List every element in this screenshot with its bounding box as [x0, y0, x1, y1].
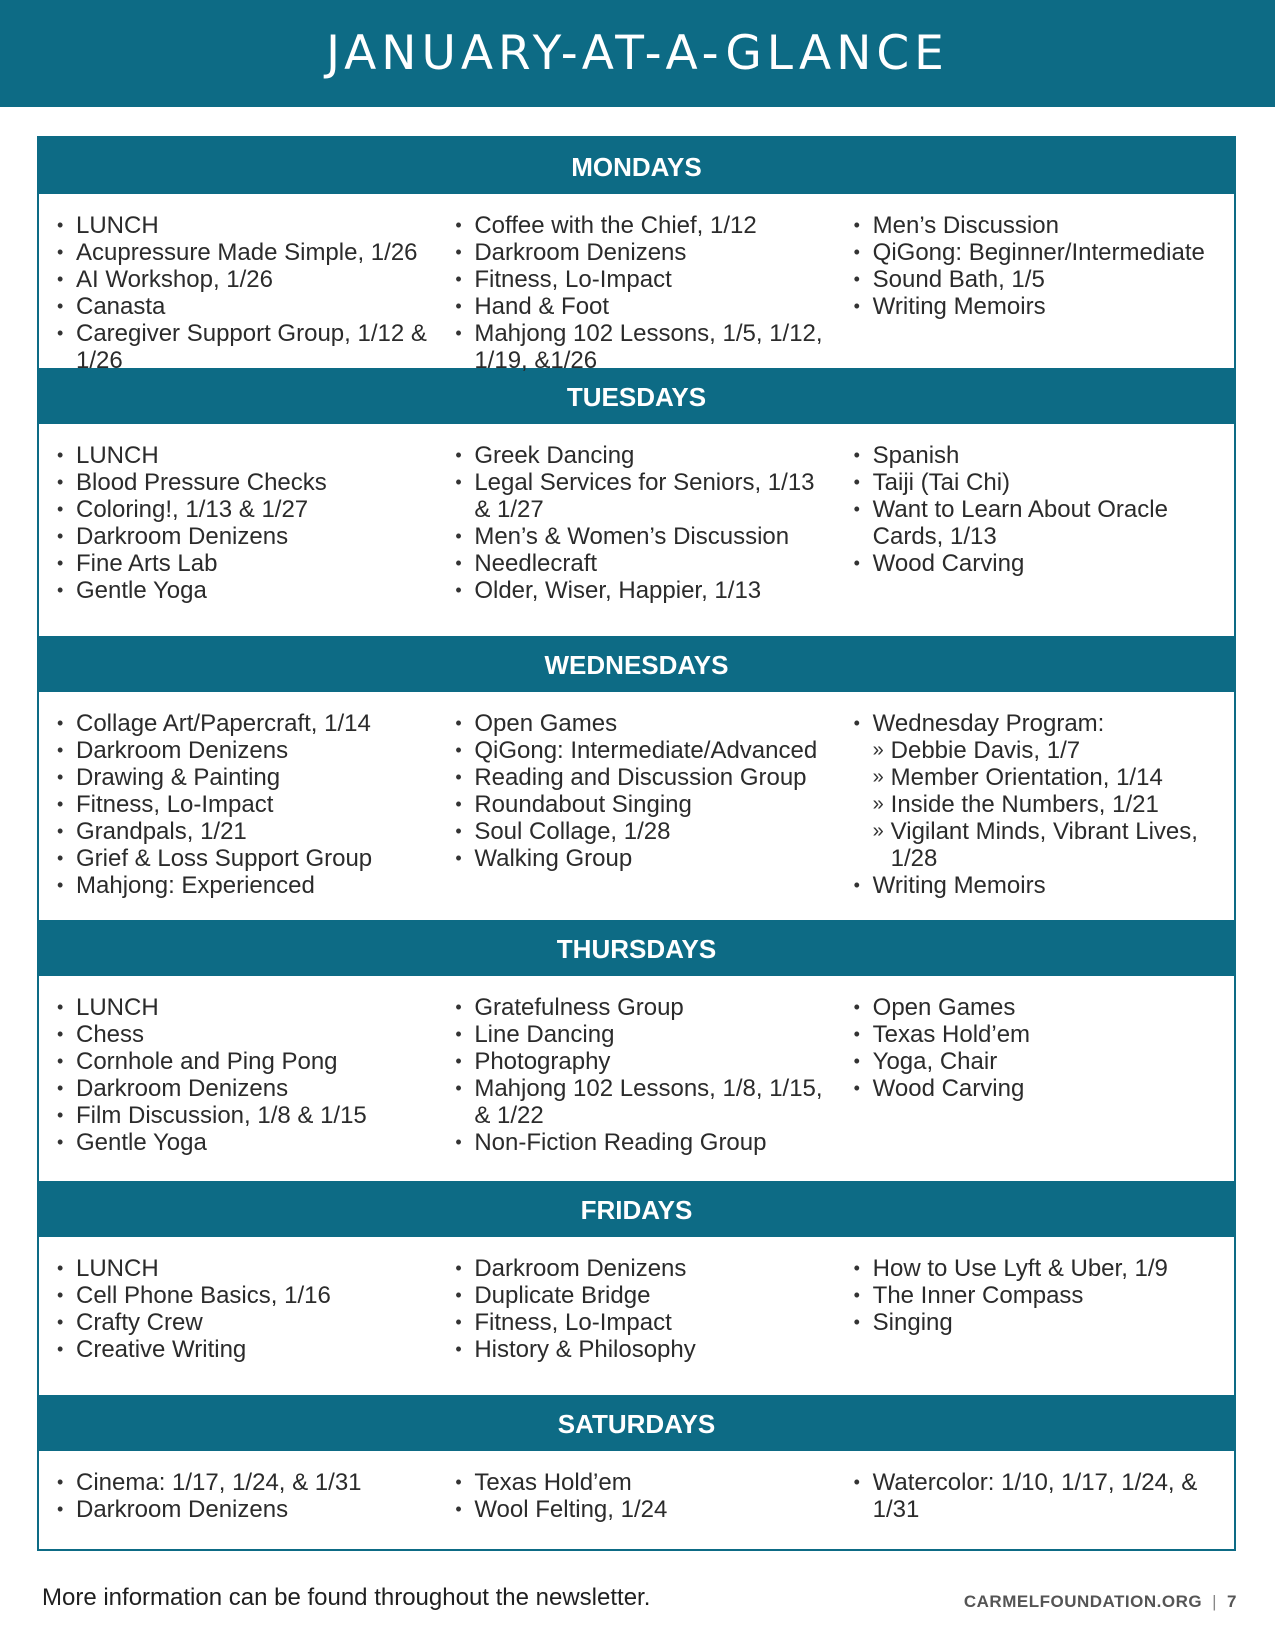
list-item: • Texas Hold’em — [455, 1469, 835, 1496]
list-item: • Cinema: 1/17, 1/24, & 1/31 — [57, 1469, 437, 1496]
column-3 — [836, 1469, 1234, 1537]
list-item: • Legal Services for Seniors, 1/13 & 1/27 — [455, 469, 835, 523]
list-item: • Older, Wiser, Happier, 1/13 — [455, 577, 835, 604]
list-item: • Duplicate Bridge — [455, 1282, 835, 1309]
day-heading-tuesdays: TUESDAYS — [39, 368, 1234, 426]
wednesday-program-label: • Wednesday Program: — [854, 710, 1234, 737]
list-item: • Sound Bath, 1/5 — [854, 266, 1234, 293]
section-thursdays — [39, 920, 1234, 1181]
list-item: • Wood Carving — [854, 550, 1234, 577]
column-3 — [836, 710, 1234, 908]
column-3 — [836, 994, 1234, 1169]
list-item: • Coffee with the Chief, 1/12 — [455, 212, 835, 239]
list-item: • Crafty Crew — [57, 1309, 437, 1336]
list-item: • Spanish — [854, 442, 1234, 469]
list-item: • Coloring!, 1/13 & 1/27 — [57, 496, 437, 523]
list-item: • History & Philosophy — [455, 1336, 835, 1363]
list-item: • Line Dancing — [455, 1021, 835, 1048]
list-item: • LUNCH — [57, 212, 437, 239]
list-item: • Darkroom Denizens — [57, 523, 437, 550]
list-item: • Needlecraft — [455, 550, 835, 577]
section-mondays — [39, 138, 1234, 374]
activity-columns — [39, 426, 1234, 636]
list-item: • Darkroom Denizens — [455, 1255, 835, 1282]
column-1 — [39, 1469, 437, 1537]
column-1 — [39, 212, 437, 374]
list-item: • Drawing & Painting — [57, 764, 437, 791]
list-item: • Cell Phone Basics, 1/16 — [57, 1282, 437, 1309]
list-item: • LUNCH — [57, 1255, 437, 1282]
list-item: • Darkroom Denizens — [57, 1496, 437, 1523]
list-item: • Open Games — [854, 994, 1234, 1021]
section-tuesdays — [39, 368, 1234, 636]
list-item: • Darkroom Denizens — [57, 1075, 437, 1102]
column-2 — [437, 1469, 835, 1537]
list-item: • Reading and Discussion Group — [455, 764, 835, 791]
list-item: • Fine Arts Lab — [57, 550, 437, 577]
program-subitem: » Debbie Davis, 1/7 — [854, 737, 1234, 764]
page-number: 7 — [1227, 1592, 1237, 1611]
program-subitem: » Inside the Numbers, 1/21 — [854, 791, 1234, 818]
column-3 — [836, 442, 1234, 624]
section-wednesdays — [39, 636, 1234, 920]
footer-site-and-page — [964, 1592, 1237, 1612]
column-3 — [836, 1255, 1234, 1383]
list-item: • Fitness, Lo-Impact — [455, 1309, 835, 1336]
list-item: • Walking Group — [455, 845, 835, 872]
list-item: • Wood Carving — [854, 1075, 1234, 1102]
list-item: • Darkroom Denizens — [455, 239, 835, 266]
program-subitem: » Vigilant Minds, Vibrant Lives, 1/28 — [854, 818, 1234, 872]
list-item: • Blood Pressure Checks — [57, 469, 437, 496]
column-2 — [437, 212, 835, 374]
list-item: • Mahjong: Experienced — [57, 872, 437, 899]
list-item: • Greek Dancing — [455, 442, 835, 469]
list-item: • Canasta — [57, 293, 437, 320]
activity-columns — [39, 1453, 1234, 1549]
list-item: • Cornhole and Ping Pong — [57, 1048, 437, 1075]
list-item: • Singing — [854, 1309, 1234, 1336]
page-title: JANUARY-AT-A-GLANCE — [326, 26, 949, 81]
list-item: • Grandpals, 1/21 — [57, 818, 437, 845]
day-heading-fridays: FRIDAYS — [39, 1181, 1234, 1239]
column-1 — [39, 710, 437, 908]
activity-columns — [39, 196, 1234, 374]
list-item: • Want to Learn About Oracle Cards, 1/13 — [854, 496, 1234, 550]
list-item: • QiGong: Beginner/Intermediate — [854, 239, 1234, 266]
list-item: • Fitness, Lo-Impact — [455, 266, 835, 293]
column-2 — [437, 442, 835, 624]
list-item: • Men’s & Women’s Discussion — [455, 523, 835, 550]
list-item: • Creative Writing — [57, 1336, 437, 1363]
column-2 — [437, 1255, 835, 1383]
section-saturdays — [39, 1395, 1234, 1549]
program-subitem: » Member Orientation, 1/14 — [854, 764, 1234, 791]
list-item: • The Inner Compass — [854, 1282, 1234, 1309]
list-item: • Writing Memoirs — [854, 872, 1234, 899]
list-item: • Writing Memoirs — [854, 293, 1234, 320]
website-link[interactable]: CARMELFOUNDATION.ORG — [963, 1592, 1203, 1611]
list-item: • Acupressure Made Simple, 1/26 — [57, 239, 437, 266]
list-item: • Gratefulness Group — [455, 994, 835, 1021]
list-item: • Mahjong 102 Lessons, 1/8, 1/15, & 1/22 — [455, 1075, 835, 1129]
section-fridays — [39, 1181, 1234, 1395]
list-item: • Film Discussion, 1/8 & 1/15 — [57, 1102, 437, 1129]
column-2 — [437, 710, 835, 908]
list-item: • Chess — [57, 1021, 437, 1048]
day-heading-mondays: MONDAYS — [39, 138, 1234, 196]
column-2 — [437, 994, 835, 1169]
list-item: • Fitness, Lo-Impact — [57, 791, 437, 818]
day-heading-saturdays: SATURDAYS — [39, 1395, 1234, 1453]
list-item: • LUNCH — [57, 994, 437, 1021]
list-item: • Taiji (Tai Chi) — [854, 469, 1234, 496]
day-heading-thursdays: THURSDAYS — [39, 920, 1234, 978]
list-item: • AI Workshop, 1/26 — [57, 266, 437, 293]
list-item: • Wool Felting, 1/24 — [455, 1496, 835, 1523]
list-item: • Collage Art/Papercraft, 1/14 — [57, 710, 437, 737]
weekly-schedule — [37, 136, 1236, 1551]
column-1 — [39, 994, 437, 1169]
list-item: • Gentle Yoga — [57, 577, 437, 604]
list-item: • Roundabout Singing — [455, 791, 835, 818]
list-item: • Non-Fiction Reading Group — [455, 1129, 835, 1156]
day-heading-wednesdays: WEDNESDAYS — [39, 636, 1234, 694]
column-3 — [836, 212, 1234, 356]
list-item: • Soul Collage, 1/28 — [455, 818, 835, 845]
list-item: • Watercolor: 1/10, 1/17, 1/24, & 1/31 — [854, 1469, 1234, 1523]
list-item: • Texas Hold’em — [854, 1021, 1234, 1048]
list-item: • Caregiver Support Group, 1/12 & 1/26 — [57, 320, 437, 374]
page-header — [0, 0, 1275, 107]
list-item: • LUNCH — [57, 442, 437, 469]
list-item: • QiGong: Intermediate/Advanced — [455, 737, 835, 764]
list-item: • Men’s Discussion — [854, 212, 1234, 239]
footer-separator: | — [1212, 1592, 1218, 1611]
list-item: • Mahjong 102 Lessons, 1/5, 1/12, 1/19, &1/26 — [455, 320, 835, 374]
list-item: • Grief & Loss Support Group — [57, 845, 437, 872]
footer-note: More information can be found throughout the newsletter. — [42, 1584, 651, 1611]
list-item: • Darkroom Denizens — [57, 737, 437, 764]
list-item: • Open Games — [455, 710, 835, 737]
column-1 — [39, 442, 437, 624]
list-item: • Gentle Yoga — [57, 1129, 437, 1156]
list-item: • Photography — [455, 1048, 835, 1075]
activity-columns — [39, 978, 1234, 1181]
list-item: • Hand & Foot — [455, 293, 835, 320]
activity-columns — [39, 694, 1234, 920]
list-item: • How to Use Lyft & Uber, 1/9 — [854, 1255, 1234, 1282]
activity-columns — [39, 1239, 1234, 1395]
column-1 — [39, 1255, 437, 1383]
list-item: • Yoga, Chair — [854, 1048, 1234, 1075]
